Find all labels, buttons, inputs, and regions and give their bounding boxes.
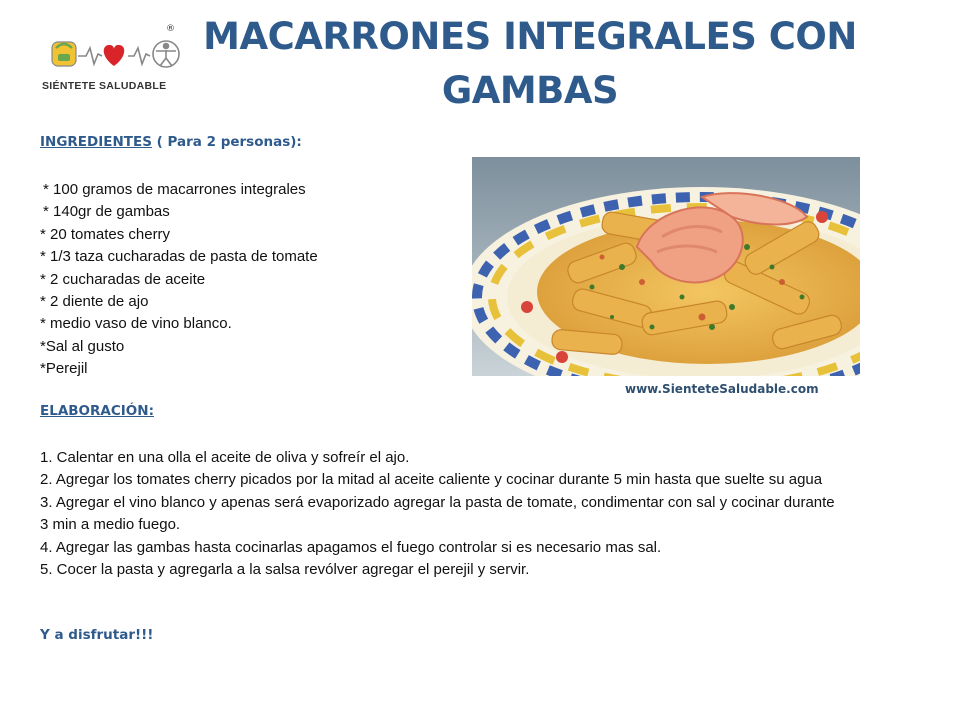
website-link[interactable]: www.SienteteSaludable.com xyxy=(625,382,819,396)
ingredient-item: * 2 cucharadas de aceite xyxy=(40,270,206,288)
step-item: 5. Cocer la pasta y agregarla a la salsa revólver agregar el perejil y servir. xyxy=(40,561,530,579)
elaboracion-heading xyxy=(40,403,154,419)
heart-icon xyxy=(104,45,125,66)
step-item: 3. Agregar el vino blanco y apenas será evaporizado agregar la pasta de tomate, condimentar con sal y cocinar durante 3 min a medio fuego. xyxy=(40,493,835,534)
ingredient-item: * 1/3 taza cucharadas de pasta de tomate xyxy=(40,248,318,266)
steps-list xyxy=(40,447,840,581)
ingredients-list xyxy=(40,179,318,381)
ingredients-heading-label: INGREDIENTES xyxy=(40,134,152,150)
title-line-1: MACARRONES INTEGRALES CON xyxy=(203,15,857,58)
closing-text: Y a disfrutar!!! xyxy=(40,627,154,643)
ingredients-heading xyxy=(40,134,302,150)
registered-mark: ® xyxy=(166,24,175,34)
heartbeat-line-2 xyxy=(128,48,150,64)
elaboracion-heading-label: ELABORACIÓN: xyxy=(40,403,154,419)
title-line-2: GAMBAS xyxy=(441,69,619,112)
brand-logo xyxy=(36,22,186,102)
dish-photo xyxy=(472,157,860,376)
ingredient-item: * 140gr de gambas xyxy=(43,203,170,221)
step-item: 4. Agregar las gambas hasta cocinarlas apagamos el fuego controlar si es necesario mas sal. xyxy=(40,538,662,556)
person-icon xyxy=(153,41,179,67)
step-item: 1. Calentar en una olla el aceite de oliva y sofreír el ajo. xyxy=(40,449,410,466)
logo-text: SIÉNTETE SALUDABLE xyxy=(42,80,167,92)
ingredient-item: * medio vaso de vino blanco. xyxy=(40,315,232,333)
ingredient-item: * 100 gramos de macarrones integrales xyxy=(43,181,306,198)
step-item: 2. Agregar los tomates cherry picados por la mitad al aceite caliente y cocinar durante 5 min hasta que suelte su agua xyxy=(40,471,823,489)
ingredient-item: * 20 tomates cherry xyxy=(40,225,171,243)
heartbeat-line xyxy=(78,48,102,64)
ingredient-item: *Perejil xyxy=(40,360,88,378)
page-title xyxy=(200,10,860,118)
ingredient-item: * 2 diente de ajo xyxy=(40,293,149,311)
scale-icon xyxy=(52,42,76,66)
dish-illustration xyxy=(472,157,860,376)
logo-graphic xyxy=(50,36,180,72)
ingredients-heading-note: ( Para 2 personas): xyxy=(151,134,302,150)
ingredient-item: *Sal al gusto xyxy=(40,337,125,355)
